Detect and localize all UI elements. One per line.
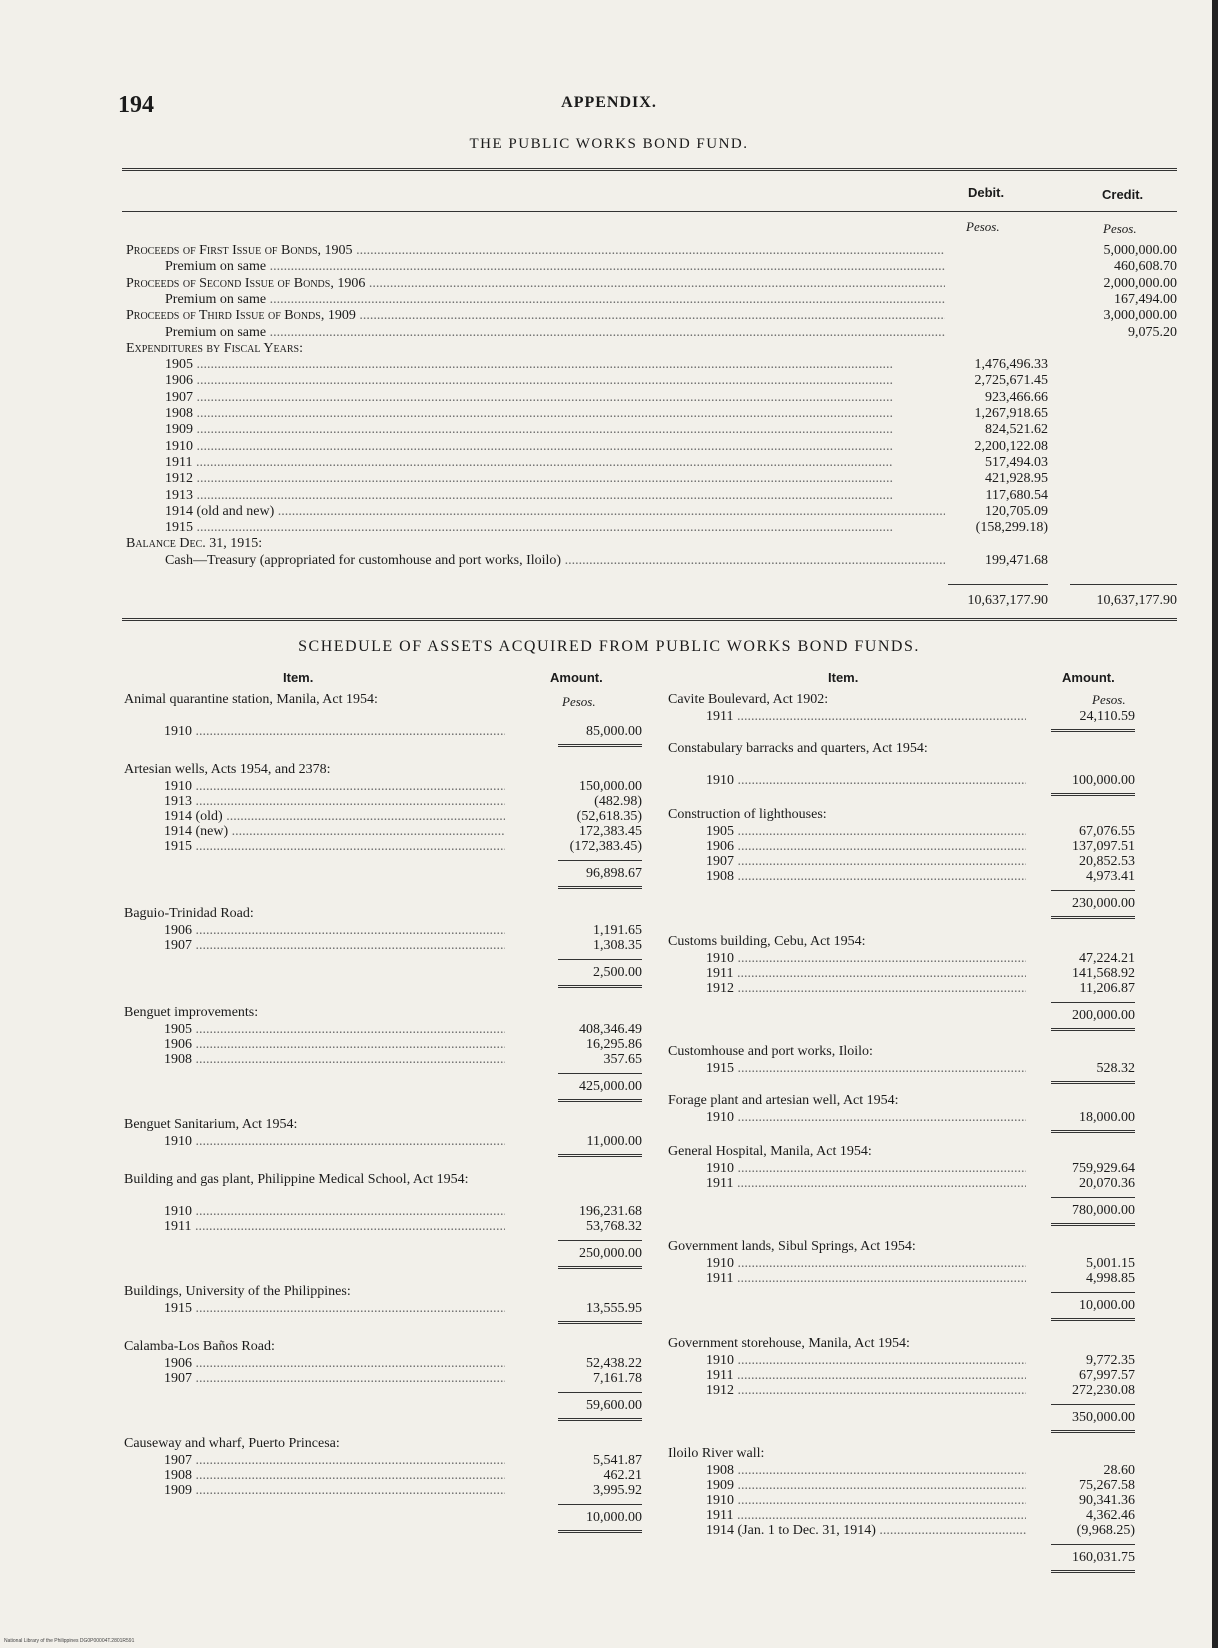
- asset-entry-amount: 137,097.51: [1072, 839, 1135, 854]
- fund-row-credit: 5,000,000.00: [1103, 243, 1177, 258]
- asset-sum-rule: [558, 959, 642, 960]
- asset-entry: [668, 1368, 1135, 1384]
- schedule-title: SCHEDULE OF ASSETS ACQUIRED FROM PUBLIC WORKS BOND FUNDS.: [298, 638, 920, 655]
- asset-total: 2,500.00: [593, 965, 642, 980]
- asset-entry-amount: 24,110.59: [1079, 709, 1135, 724]
- fund-row-debit: 2,725,671.45: [974, 373, 1048, 389]
- asset-entry: [124, 923, 642, 939]
- asset-entry-amount: 1,308.35: [593, 938, 642, 953]
- asset-entry-year: 1910 .....: [706, 1493, 1026, 1509]
- asset-group-double-rule: [558, 886, 642, 889]
- asset-entry: [124, 794, 642, 810]
- asset-entry-amount: 759,929.64: [1072, 1161, 1135, 1176]
- asset-entry-year: 1907 .....: [164, 1453, 505, 1469]
- asset-entry-amount: 4,973.41: [1086, 869, 1135, 884]
- asset-item-title: Animal quarantine station, Manila, Act 1954:: [124, 692, 378, 707]
- asset-entry: [668, 1383, 1135, 1399]
- fund-row: [0, 520, 1218, 536]
- asset-entry: [124, 809, 642, 825]
- asset-entry: [124, 1134, 642, 1150]
- fund-title: THE PUBLIC WORKS BOND FUND.: [469, 136, 749, 152]
- asset-entry: [668, 951, 1135, 967]
- fund-row: [0, 373, 1218, 389]
- fund-row-label: Expenditures by Fiscal Years:: [126, 340, 303, 356]
- asset-entry-amount: 196,231.68: [579, 1204, 642, 1219]
- asset-sum-rule: [1051, 1404, 1135, 1405]
- fund-row: [0, 536, 1218, 552]
- asset-item-title: Baguio-Trinidad Road:: [124, 906, 254, 921]
- asset-entry-year: 1910 .....: [164, 1134, 505, 1150]
- asset-group-double-rule: [558, 1530, 642, 1533]
- asset-entry-year: 1910 .....: [164, 1204, 505, 1220]
- asset-item-title: Customhouse and port works, Iloilo:: [668, 1044, 873, 1059]
- asset-entry: [124, 938, 642, 954]
- fund-row: [0, 488, 1218, 504]
- asset-entry-amount: (9,968.25): [1076, 1523, 1135, 1538]
- asset-entry: [668, 1493, 1135, 1509]
- asset-item-title: Customs building, Cebu, Act 1954:: [668, 934, 866, 949]
- asset-entry-amount: 90,341.36: [1079, 1493, 1135, 1508]
- fund-row: [0, 292, 1218, 308]
- asset-entry-amount: 75,267.58: [1079, 1478, 1135, 1493]
- asset-entry-amount: 100,000.00: [1072, 773, 1135, 788]
- asset-item-title: Causeway and wharf, Puerto Princesa:: [124, 1436, 340, 1451]
- asset-entry: [668, 1256, 1135, 1272]
- fund-row: [0, 243, 1218, 259]
- asset-entry-amount: 4,998.85: [1086, 1271, 1135, 1286]
- fund-row-credit: 9,075.20: [1128, 324, 1177, 340]
- asset-entry-year: 1915 .....: [706, 1061, 1026, 1077]
- asset-item-title: Government storehouse, Manila, Act 1954:: [668, 1336, 910, 1351]
- debit-total: 10,637,177.90: [967, 593, 1048, 608]
- fund-row: [0, 390, 1218, 406]
- asset-item-title: Construction of lighthouses:: [668, 807, 827, 822]
- asset-entry-amount: 5,001.15: [1086, 1256, 1135, 1271]
- asset-entry-amount: 28.60: [1103, 1463, 1135, 1478]
- asset-item-title: Buildings, University of the Philippines:: [124, 1284, 351, 1299]
- asset-entry-year: 1910 .....: [706, 773, 1026, 789]
- asset-entry: [124, 1219, 642, 1235]
- page-edge-shadow: [1212, 0, 1218, 1648]
- fund-row: [0, 259, 1218, 275]
- asset-sum-rule: [558, 860, 642, 861]
- asset-entry: [668, 854, 1135, 870]
- asset-total: 425,000.00: [579, 1079, 642, 1094]
- asset-group-double-rule: [558, 1154, 642, 1157]
- asset-entry-year: 1911 .....: [164, 1219, 505, 1235]
- fund-row: [0, 553, 1218, 569]
- fund-row-credit: 3,000,000.00: [1103, 308, 1177, 324]
- debit-unit: Pesos.: [966, 219, 1000, 234]
- asset-entry: [124, 1483, 642, 1499]
- asset-entry-amount: 13,555.95: [586, 1301, 642, 1316]
- asset-entry-year: 1910 .....: [706, 1256, 1026, 1272]
- asset-item-title: Artesian wells, Acts 1954, and 2378:: [124, 762, 331, 777]
- asset-entry-year: 1910 .....: [164, 779, 505, 795]
- asset-entry-amount: 11,000.00: [586, 1134, 642, 1149]
- asset-entry: [668, 773, 1135, 789]
- fund-row-label: 1905 .....: [165, 357, 945, 373]
- asset-item-title: Cavite Boulevard, Act 1902:: [668, 692, 829, 707]
- asset-total: 96,898.67: [586, 866, 642, 881]
- fund-row-label: Balance Dec. 31, 1915:: [126, 536, 263, 552]
- asset-entry: [668, 709, 1135, 725]
- asset-item-title: Building and gas plant, Philippine Medical School, Act 1954:: [124, 1172, 469, 1187]
- fund-row-label: 1909 .....: [165, 422, 945, 438]
- asset-entry-year: 1914 (old) .....: [164, 809, 505, 825]
- asset-group-double-rule: [1051, 1570, 1135, 1573]
- asset-group-double-rule: [1051, 1430, 1135, 1433]
- fund-row: [0, 471, 1218, 487]
- asset-total: 10,000.00: [1079, 1298, 1135, 1313]
- asset-entry: [124, 1356, 642, 1372]
- asset-sum-rule: [1051, 1544, 1135, 1545]
- fund-row: [0, 341, 1218, 357]
- fund-row: [0, 357, 1218, 373]
- asset-entry: [124, 824, 642, 840]
- asset-entry: [124, 1301, 642, 1317]
- asset-entry-year: 1907 .....: [164, 938, 505, 954]
- asset-group-double-rule: [1051, 1028, 1135, 1031]
- asset-entry-amount: 272,230.08: [1072, 1383, 1135, 1398]
- asset-entry-amount: 20,852.53: [1079, 854, 1135, 869]
- asset-entry: [124, 839, 642, 855]
- asset-entry-year: 1907 .....: [706, 854, 1026, 870]
- fund-row: [0, 504, 1218, 520]
- asset-group-double-rule: [1051, 793, 1135, 796]
- fund-row-credit: 2,000,000.00: [1103, 275, 1177, 291]
- asset-entry-year: 1911 .....: [706, 1176, 1026, 1192]
- asset-entry-year: 1910 .....: [706, 1110, 1026, 1126]
- asset-sum-rule: [1051, 1292, 1135, 1293]
- fund-row: [0, 325, 1218, 341]
- fund-row-label: 1915 .....: [165, 520, 945, 536]
- asset-sum-rule: [1051, 1002, 1135, 1003]
- asset-entry: [668, 1478, 1135, 1494]
- asset-entry: [124, 1468, 642, 1484]
- asset-entry: [668, 824, 1135, 840]
- asset-entry: [668, 1508, 1135, 1524]
- fund-row-label: 1908 .....: [165, 406, 945, 422]
- asset-sum-rule: [558, 1240, 642, 1241]
- asset-entry-amount: 85,000.00: [586, 724, 642, 739]
- asset-item-title: Government lands, Sibul Springs, Act 1954:: [668, 1239, 916, 1254]
- fund-row-debit: 1,267,918.65: [974, 406, 1048, 421]
- fund-row: [0, 422, 1218, 438]
- asset-entry-year: 1914 (Jan. 1 to Dec. 31, 1914) .....: [706, 1523, 1026, 1539]
- footer-note: National Library of the Philippines DG0P00004T.2801R591: [4, 1638, 135, 1644]
- asset-item-title: General Hospital, Manila, Act 1954:: [668, 1144, 872, 1159]
- asset-entry-amount: (52,618.35): [576, 809, 642, 824]
- asset-entry-amount: 67,076.55: [1079, 824, 1135, 839]
- asset-entry-year: 1910 .....: [706, 1161, 1026, 1177]
- asset-entry: [124, 724, 642, 740]
- asset-entry: [668, 1463, 1135, 1479]
- debit-sum-rule: [948, 584, 1048, 585]
- asset-entry-year: 1910 .....: [164, 724, 505, 740]
- asset-entry-year: 1912 .....: [706, 1383, 1026, 1399]
- fund-row-label: 1906 .....: [165, 373, 945, 389]
- asset-entry: [668, 1353, 1135, 1369]
- asset-group-double-rule: [1051, 916, 1135, 919]
- fund-row-debit: 923,466.66: [985, 389, 1048, 405]
- asset-group-double-rule: [1051, 1081, 1135, 1084]
- asset-sum-rule: [558, 1392, 642, 1393]
- header-rule: [122, 211, 1177, 212]
- asset-sum-rule: [1051, 890, 1135, 891]
- asset-entry: [124, 1371, 642, 1387]
- fund-row-label: 1911 .....: [165, 455, 945, 471]
- asset-total: 160,031.75: [1072, 1550, 1135, 1565]
- fund-row: [0, 406, 1218, 422]
- asset-entry: [668, 1271, 1135, 1287]
- asset-entry-year: 1909 .....: [706, 1478, 1026, 1494]
- right-amount-header: Amount.: [1062, 670, 1115, 685]
- asset-entry: [668, 966, 1135, 982]
- asset-entry-amount: 462.21: [603, 1468, 642, 1483]
- fund-row: [0, 439, 1218, 455]
- asset-entry-amount: 172,383.45: [579, 824, 642, 839]
- asset-entry-amount: 9,772.35: [1086, 1353, 1135, 1368]
- asset-sum-rule: [1051, 1197, 1135, 1198]
- asset-group-double-rule: [558, 1418, 642, 1421]
- asset-entry: [124, 1453, 642, 1469]
- asset-entry-amount: (172,383.45): [569, 839, 642, 854]
- left-item-header: Item.: [283, 670, 314, 685]
- fund-row-debit: 120,705.09: [985, 503, 1048, 519]
- asset-entry-amount: 7,161.78: [593, 1371, 642, 1386]
- asset-group-double-rule: [558, 744, 642, 747]
- asset-entry-amount: 11,206.87: [1079, 981, 1135, 996]
- appendix-heading: APPENDIX.: [561, 94, 657, 111]
- fund-row-label: Premium on same .....: [165, 259, 945, 275]
- asset-entry: [668, 869, 1135, 885]
- asset-entry-amount: 47,224.21: [1079, 951, 1135, 966]
- asset-total: 780,000.00: [1072, 1203, 1135, 1218]
- asset-entry-amount: 3,995.92: [593, 1483, 642, 1498]
- asset-entry: [668, 1161, 1135, 1177]
- asset-group-double-rule: [1051, 1130, 1135, 1133]
- asset-item-title: Constabulary barracks and quarters, Act 1954:: [668, 741, 928, 756]
- fund-row-label: 1914 (old and new) .....: [165, 504, 945, 520]
- asset-group-double-rule: [558, 1321, 642, 1324]
- right-item-header: Item.: [828, 670, 859, 685]
- fund-row-debit: 517,494.03: [985, 454, 1048, 470]
- asset-entry-amount: 528.32: [1096, 1061, 1135, 1076]
- asset-item-title: Calamba-Los Baños Road:: [124, 1339, 275, 1354]
- asset-entry-year: 1913 .....: [164, 794, 505, 810]
- fund-row-label: 1913 .....: [165, 488, 945, 504]
- asset-entry: [668, 1061, 1135, 1077]
- asset-total: 200,000.00: [1072, 1008, 1135, 1023]
- asset-entry-year: 1907 .....: [164, 1371, 505, 1387]
- asset-group-double-rule: [558, 1099, 642, 1102]
- page-number: 194: [118, 92, 154, 118]
- asset-entry-year: 1906 .....: [706, 839, 1026, 855]
- asset-entry: [668, 981, 1135, 997]
- asset-group-double-rule: [1051, 729, 1135, 732]
- asset-total: 350,000.00: [1072, 1410, 1135, 1425]
- asset-entry-year: 1906 .....: [164, 1356, 505, 1372]
- fund-row-label: 1912 .....: [165, 471, 945, 487]
- table-bottom-rule: [122, 618, 1177, 621]
- fund-row: [0, 455, 1218, 471]
- asset-group-double-rule: [1051, 1318, 1135, 1321]
- asset-entry: [124, 1052, 642, 1068]
- asset-entry-year: 1914 (new) .....: [164, 824, 505, 840]
- fund-row-debit: 421,928.95: [985, 471, 1048, 487]
- credit-sum-rule: [1070, 584, 1177, 585]
- asset-entry-amount: 16,295.86: [586, 1037, 642, 1052]
- asset-entry-year: 1906 .....: [164, 923, 505, 939]
- asset-entry-year: 1905 .....: [706, 824, 1026, 840]
- fund-row-credit: 167,494.00: [1114, 291, 1177, 307]
- asset-item-title: Benguet improvements:: [124, 1005, 259, 1020]
- asset-entry-amount: 4,362.46: [1086, 1508, 1135, 1523]
- asset-entry-year: 1915 .....: [164, 839, 505, 855]
- asset-entry-amount: 5,541.87: [593, 1453, 642, 1468]
- asset-entry: [668, 1176, 1135, 1192]
- asset-entry-year: 1908 .....: [164, 1052, 505, 1068]
- fund-row: [0, 308, 1218, 324]
- debit-header: Debit.: [968, 185, 1005, 200]
- asset-entry: [668, 1110, 1135, 1126]
- asset-sum-rule: [558, 1504, 642, 1505]
- asset-entry-year: 1911 .....: [706, 709, 1026, 725]
- fund-row: [0, 276, 1218, 292]
- left-amount-header: Amount.: [550, 670, 603, 685]
- asset-entry-amount: 53,768.32: [586, 1219, 642, 1234]
- fund-row-label: Premium on same .....: [165, 292, 945, 308]
- asset-entry: [124, 1204, 642, 1220]
- fund-row-debit: 199,471.68: [985, 552, 1048, 568]
- asset-total: 59,600.00: [586, 1398, 642, 1413]
- asset-entry-amount: 357.65: [603, 1052, 642, 1067]
- asset-entry-year: 1905 .....: [164, 1022, 505, 1038]
- asset-entry-year: 1906 .....: [164, 1037, 505, 1053]
- asset-entry-amount: 150,000.00: [579, 779, 642, 794]
- fund-row-debit: 117,680.54: [985, 487, 1048, 503]
- asset-entry-amount: 1,191.65: [593, 923, 642, 938]
- fund-row-credit: 460,608.70: [1114, 259, 1177, 275]
- credit-header: Credit.: [1102, 187, 1144, 202]
- asset-item-title: Benguet Sanitarium, Act 1954:: [124, 1117, 298, 1132]
- asset-entry-amount: 20,070.36: [1079, 1176, 1135, 1191]
- credit-unit: Pesos.: [1103, 221, 1137, 236]
- asset-entry-amount: 408,346.49: [579, 1022, 642, 1037]
- asset-item-title: Forage plant and artesian well, Act 1954:: [668, 1093, 899, 1108]
- credit-total: 10,637,177.90: [1096, 593, 1177, 608]
- fund-row-label: 1907 .....: [165, 390, 945, 406]
- fund-row-label: Premium on same .....: [165, 325, 945, 341]
- fund-row-debit: 824,521.62: [985, 422, 1048, 438]
- asset-group-double-rule: [1051, 1223, 1135, 1226]
- fund-row-debit: 2,200,122.08: [974, 438, 1048, 454]
- asset-sum-rule: [558, 1073, 642, 1074]
- asset-total: 10,000.00: [586, 1510, 642, 1525]
- asset-entry: [668, 1523, 1135, 1539]
- asset-entry-year: 1908 .....: [706, 869, 1026, 885]
- asset-entry-year: 1911 .....: [706, 966, 1026, 982]
- asset-entry-year: 1915 .....: [164, 1301, 505, 1317]
- left-unit: Pesos.: [562, 694, 596, 709]
- asset-entry-year: 1908 .....: [164, 1468, 505, 1484]
- asset-entry: [124, 1037, 642, 1053]
- asset-entry: [124, 779, 642, 795]
- asset-group-double-rule: [558, 1266, 642, 1269]
- asset-entry: [124, 1022, 642, 1038]
- asset-entry-year: 1909 .....: [164, 1483, 505, 1499]
- fund-row-label: Cash—Treasury (appropriated for customhouse and port works, Iloilo) .....: [165, 553, 945, 569]
- asset-entry-year: 1910 .....: [706, 1353, 1026, 1369]
- asset-entry-year: 1908 .....: [706, 1463, 1026, 1479]
- asset-total: 230,000.00: [1072, 896, 1135, 911]
- asset-group-double-rule: [558, 985, 642, 988]
- right-unit: Pesos.: [1092, 692, 1126, 707]
- asset-item-title: Iloilo River wall:: [668, 1446, 765, 1461]
- asset-entry-amount: 52,438.22: [586, 1356, 642, 1371]
- fund-row-label: Proceeds of Second Issue of Bonds, 1906 .....: [126, 276, 945, 292]
- fund-row-label: 1910 .....: [165, 439, 945, 455]
- fund-row-label: Proceeds of First Issue of Bonds, 1905 .....: [126, 243, 945, 259]
- asset-entry-amount: 67,997.57: [1079, 1368, 1135, 1383]
- asset-entry-year: 1911 .....: [706, 1508, 1026, 1524]
- fund-row-label: Proceeds of Third Issue of Bonds, 1909 .....: [126, 308, 945, 324]
- asset-entry-year: 1912 .....: [706, 981, 1026, 997]
- asset-entry-year: 1910 .....: [706, 951, 1026, 967]
- fund-row-debit: (158,299.18): [975, 520, 1048, 536]
- asset-entry-year: 1911 .....: [706, 1271, 1026, 1287]
- table-top-rule: [122, 168, 1177, 171]
- asset-entry-year: 1911 .....: [706, 1368, 1026, 1384]
- asset-entry: [668, 839, 1135, 855]
- asset-entry-amount: 141,568.92: [1072, 966, 1135, 981]
- asset-entry-amount: (482.98): [594, 794, 642, 809]
- asset-entry-amount: 18,000.00: [1079, 1110, 1135, 1125]
- fund-row-debit: 1,476,496.33: [974, 357, 1048, 373]
- asset-total: 250,000.00: [579, 1246, 642, 1261]
